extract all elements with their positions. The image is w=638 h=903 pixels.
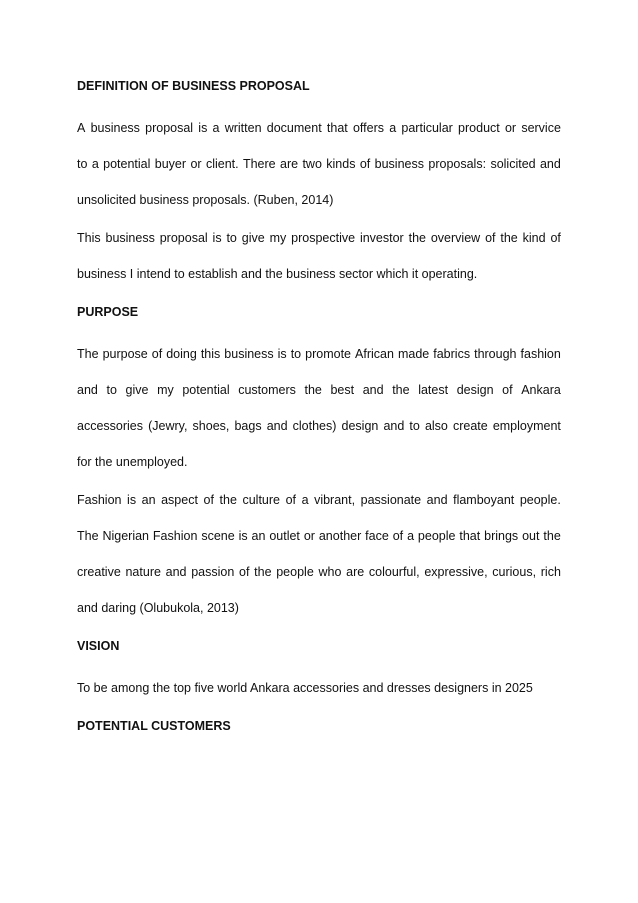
text-line — [77, 336, 561, 372]
word: A — [77, 121, 86, 135]
word: proposal — [159, 231, 208, 245]
word: curious, — [492, 565, 537, 579]
word: passion — [191, 565, 235, 579]
word: is — [238, 529, 248, 543]
word: creative — [77, 565, 121, 579]
word: client. — [205, 157, 239, 171]
text-line: for the unemployed. — [77, 455, 188, 469]
word: the — [219, 493, 237, 507]
word: the — [543, 529, 561, 543]
word: and — [539, 157, 561, 171]
word: is — [198, 121, 208, 135]
text-line: unsolicited business proposals. (Ruben, 2014) — [77, 193, 334, 207]
word: latest — [418, 383, 449, 397]
text-line — [77, 110, 561, 146]
word: this — [200, 347, 221, 361]
word: This — [77, 231, 101, 245]
word: to — [106, 383, 117, 397]
word: that — [326, 121, 348, 135]
word: business — [105, 231, 155, 245]
word: create — [452, 419, 488, 433]
word: The — [77, 529, 99, 543]
word: solicited — [490, 157, 536, 171]
word: document — [266, 121, 322, 135]
word: employment — [492, 419, 561, 433]
word: design — [341, 419, 379, 433]
word: of — [485, 231, 496, 245]
word: written — [224, 121, 262, 135]
paragraph-purpose — [77, 336, 561, 480]
word: of — [203, 493, 214, 507]
word: and — [362, 383, 384, 397]
word: an — [141, 493, 156, 507]
word: made — [397, 347, 430, 361]
word: the — [392, 383, 410, 397]
word: people. — [519, 493, 561, 507]
word: offers — [352, 121, 385, 135]
word: is — [212, 231, 222, 245]
word: business — [374, 157, 424, 171]
text-line: and daring (Olubukola, 2013) — [77, 601, 239, 615]
word: passionate — [360, 493, 422, 507]
word: and — [426, 493, 448, 507]
word: my — [269, 231, 287, 245]
word: who — [318, 565, 342, 579]
text-line — [77, 146, 561, 182]
word: product — [458, 121, 500, 135]
text-line: To be among the top five world Ankara accessories and dresses designers in 2025 — [77, 681, 533, 695]
word: proposal — [145, 121, 194, 135]
text-line — [77, 408, 561, 444]
word: overview — [430, 231, 481, 245]
word: of — [285, 493, 296, 507]
word: give — [125, 383, 149, 397]
word: and — [77, 383, 98, 397]
word: out — [522, 529, 540, 543]
word: Nigerian — [102, 529, 150, 543]
word: best — [330, 383, 355, 397]
text-line — [77, 554, 561, 590]
word: bags — [234, 419, 262, 433]
word: through — [474, 347, 517, 361]
text-line — [77, 372, 561, 408]
word: a — [212, 121, 220, 135]
word: doing — [166, 347, 197, 361]
word: or — [303, 529, 315, 543]
word: the — [254, 565, 272, 579]
word: culture — [242, 493, 280, 507]
word: to — [77, 157, 88, 171]
word: shoes, — [192, 419, 230, 433]
word: vibrant, — [314, 493, 356, 507]
word: customers — [238, 383, 296, 397]
word: flamboyant — [453, 493, 515, 507]
word: and — [165, 565, 187, 579]
word: is — [127, 493, 137, 507]
word: and — [266, 419, 288, 433]
word: potential — [103, 157, 151, 171]
word: another — [318, 529, 362, 543]
word: people — [417, 529, 456, 543]
word: also — [424, 419, 448, 433]
word: of — [550, 231, 561, 245]
word: purpose — [102, 347, 148, 361]
word: a — [389, 121, 397, 135]
text-line — [77, 220, 561, 256]
word: colourful, — [368, 565, 420, 579]
word: or — [504, 121, 517, 135]
word: to — [409, 419, 420, 433]
word: kinds — [326, 157, 356, 171]
section-heading-definition: DEFINITION OF BUSINESS PROPOSAL — [77, 79, 310, 93]
word: of — [392, 529, 404, 543]
paragraph-vision — [77, 670, 561, 706]
word: The — [77, 347, 99, 361]
word: are — [346, 565, 365, 579]
word: kind — [522, 231, 546, 245]
word: my — [157, 383, 174, 397]
word: the — [500, 231, 518, 245]
paragraph-overview — [77, 220, 561, 292]
paragraph-fashion — [77, 482, 561, 626]
word: investor — [359, 231, 404, 245]
word: are — [280, 157, 299, 171]
word: scene — [201, 529, 235, 543]
word: design — [456, 383, 494, 397]
word: potential — [182, 383, 230, 397]
word: accessories — [77, 419, 143, 433]
word: is — [277, 347, 287, 361]
text-line — [77, 482, 561, 518]
word: of — [151, 347, 163, 361]
word: African — [355, 347, 394, 361]
word: of — [239, 565, 250, 579]
text-line: business I intend to establish and the business sector which it operating. — [77, 267, 478, 281]
word: business — [224, 347, 274, 361]
word: nature — [125, 565, 161, 579]
word: a — [407, 529, 415, 543]
word: proposals: — [428, 157, 487, 171]
word: rich — [540, 565, 561, 579]
word: prospective — [291, 231, 356, 245]
word: promote — [305, 347, 352, 361]
word: expressive, — [424, 565, 488, 579]
text-line — [77, 518, 561, 554]
word: give — [241, 231, 265, 245]
word: that — [459, 529, 481, 543]
section-heading-vision: VISION — [77, 639, 120, 653]
word: service — [521, 121, 561, 135]
word: or — [190, 157, 202, 171]
word: outlet — [269, 529, 300, 543]
word: face — [365, 529, 389, 543]
word: to — [290, 347, 302, 361]
word: Fashion — [77, 493, 122, 507]
word: of — [359, 157, 371, 171]
word: and — [383, 419, 405, 433]
document-body — [77, 68, 561, 744]
word: of — [502, 383, 513, 397]
word: a — [91, 157, 99, 171]
word: (Jewry, — [148, 419, 188, 433]
word: the — [408, 231, 426, 245]
word: an — [251, 529, 266, 543]
word: buyer — [154, 157, 187, 171]
section-heading-potential-customers: POTENTIAL CUSTOMERS — [77, 719, 231, 733]
word: people — [276, 565, 314, 579]
word: aspect — [161, 493, 198, 507]
word: Ankara — [521, 383, 561, 397]
word: There — [242, 157, 276, 171]
word: Fashion — [152, 529, 198, 543]
word: a — [301, 493, 309, 507]
word: business — [90, 121, 140, 135]
paragraph-definition — [77, 110, 561, 218]
word: clothes) — [292, 419, 337, 433]
section-heading-purpose: PURPOSE — [77, 305, 139, 319]
word: two — [302, 157, 322, 171]
word: the — [304, 383, 322, 397]
word: fabrics — [433, 347, 471, 361]
word: brings — [484, 529, 519, 543]
word: particular — [401, 121, 453, 135]
word: fashion — [520, 347, 561, 361]
word: to — [226, 231, 237, 245]
